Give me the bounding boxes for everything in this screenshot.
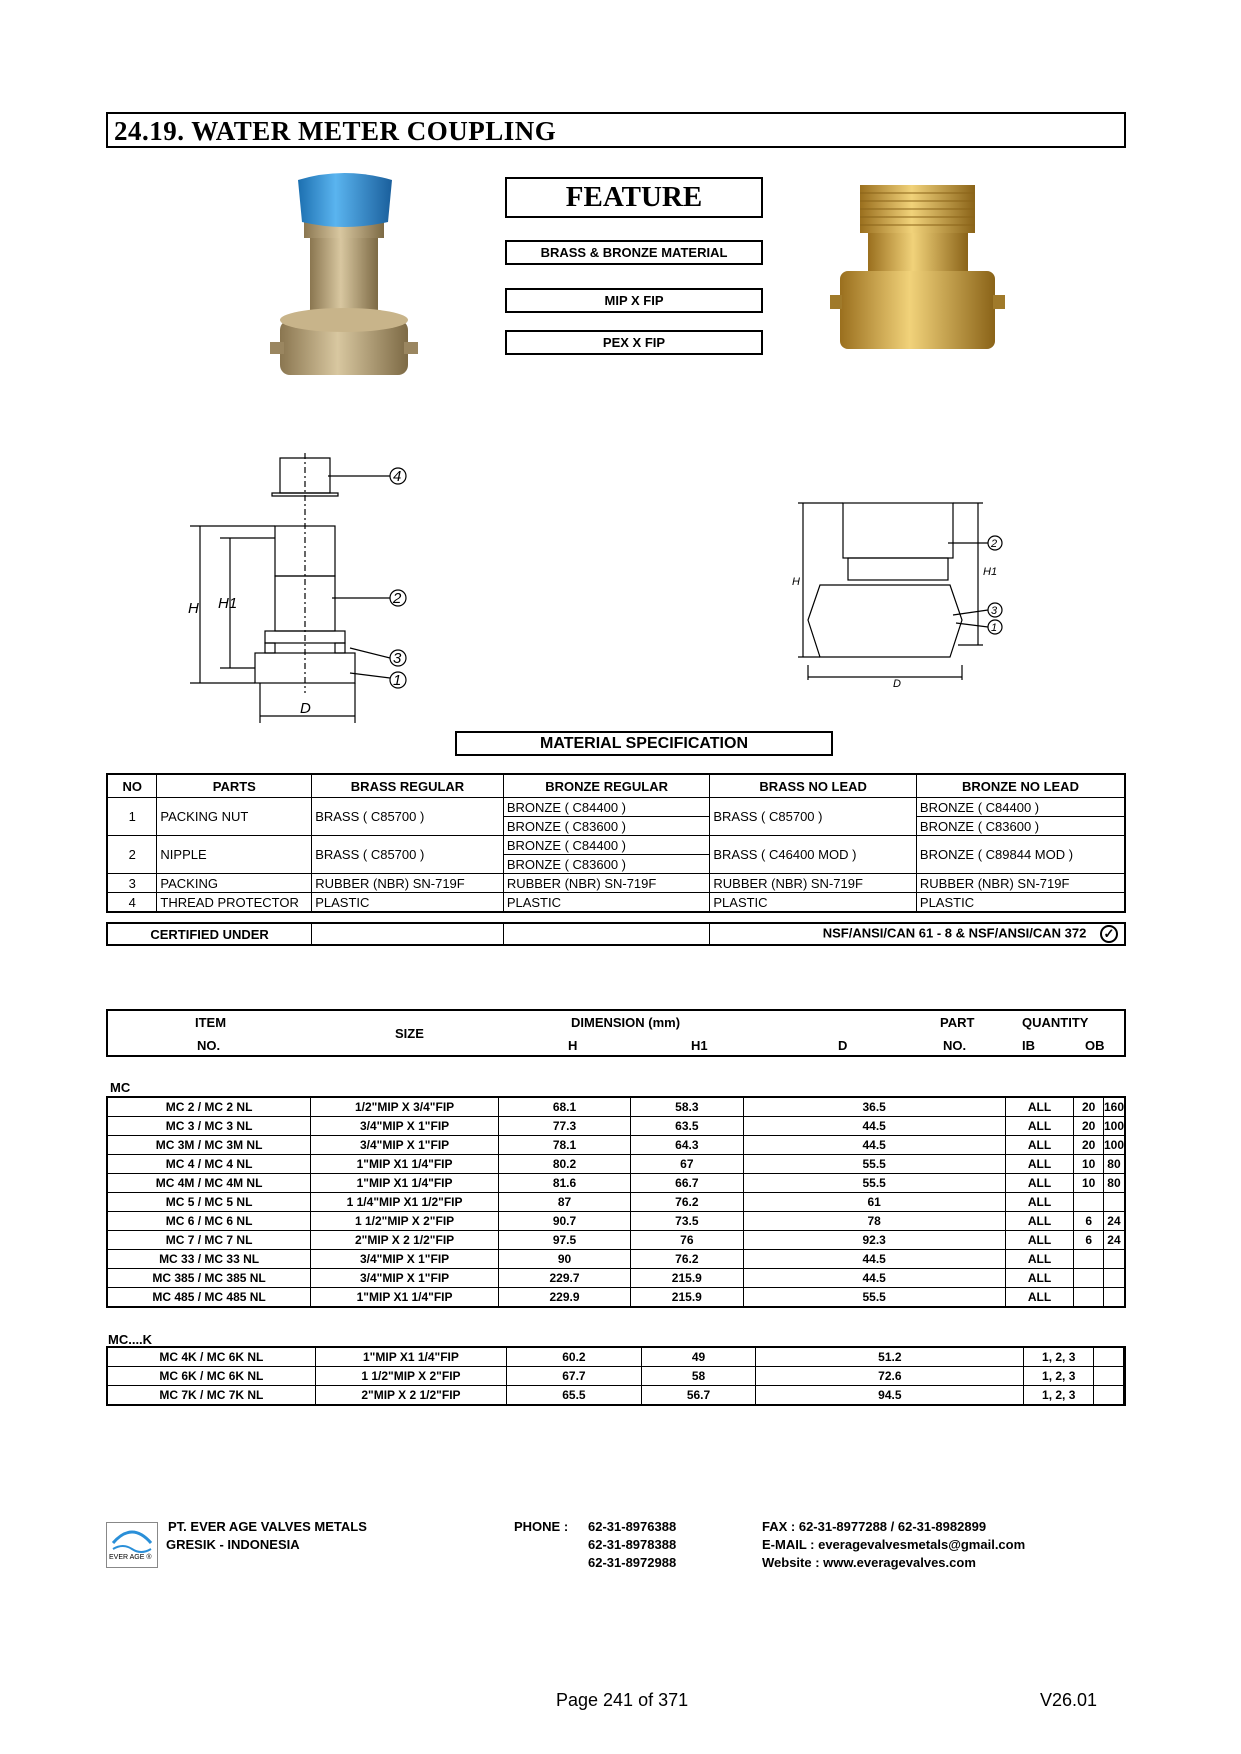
header-ib: IB bbox=[1022, 1038, 1035, 1053]
table-row bbox=[107, 893, 1125, 913]
header-h1: H1 bbox=[691, 1038, 708, 1053]
table-cell bbox=[1103, 1193, 1125, 1212]
callout-1: 1 bbox=[393, 672, 402, 689]
dimension-table-mc bbox=[106, 1096, 1126, 1308]
table-cell: 56.7 bbox=[641, 1386, 756, 1406]
table-cell: 55.5 bbox=[743, 1288, 1005, 1308]
dim-label-h-right: H bbox=[792, 576, 800, 588]
table-cell: BRONZE ( C83600 ) bbox=[503, 855, 710, 874]
header-part-no: NO. bbox=[943, 1038, 967, 1053]
fax: FAX : 62-31-8977288 / 62-31-8982899 bbox=[762, 1519, 987, 1534]
table-cell: 44.5 bbox=[743, 1269, 1005, 1288]
table-cell: ALL bbox=[1005, 1212, 1074, 1231]
table-cell: 1, 2, 3 bbox=[1024, 1386, 1094, 1406]
table-cell bbox=[1074, 1269, 1104, 1288]
table-cell: 3 bbox=[107, 874, 157, 893]
col-header: BRONZE NO LEAD bbox=[916, 774, 1125, 798]
table-cell: 66.7 bbox=[631, 1174, 744, 1193]
callout-3-right: 3 bbox=[991, 605, 998, 617]
logo-text: EVER AGE ® bbox=[109, 1554, 152, 1561]
table-cell: 3/4"MIP X 1"FIP bbox=[311, 1250, 499, 1269]
header-h: H bbox=[568, 1038, 578, 1053]
table-cell: 90.7 bbox=[498, 1212, 630, 1231]
table-cell bbox=[1094, 1386, 1124, 1406]
table-cell: 3/4"MIP X 1"FIP bbox=[311, 1117, 499, 1136]
table-cell: ALL bbox=[1005, 1117, 1074, 1136]
table-cell: MC 5 / MC 5 NL bbox=[107, 1193, 311, 1212]
header-part: PART bbox=[940, 1015, 975, 1030]
dim-label-h1: H1 bbox=[218, 595, 238, 612]
table-cell: 58.3 bbox=[631, 1097, 744, 1117]
table-cell: 2"MIP X 2 1/2"FIP bbox=[311, 1231, 499, 1250]
table-cell: 215.9 bbox=[631, 1288, 744, 1308]
table-cell: 77.3 bbox=[498, 1117, 630, 1136]
table-cell bbox=[1124, 1347, 1126, 1367]
table-cell: 81.6 bbox=[498, 1174, 630, 1193]
table-cell: 65.5 bbox=[507, 1386, 642, 1406]
col-header: BRONZE REGULAR bbox=[503, 774, 710, 798]
table-cell: BRASS ( C85700 ) bbox=[312, 798, 504, 836]
table-cell: 1"MIP X1 1/4"FIP bbox=[311, 1288, 499, 1308]
table-cell: MC 3M / MC 3M NL bbox=[107, 1136, 311, 1155]
wave-logo-icon bbox=[107, 1525, 157, 1555]
table-cell: ALL bbox=[1005, 1155, 1074, 1174]
table-cell: 87 bbox=[498, 1193, 630, 1212]
dim-label-d: D bbox=[300, 700, 311, 717]
table-cell: MC 3 / MC 3 NL bbox=[107, 1117, 311, 1136]
table-cell: RUBBER (NBR) SN-719F bbox=[916, 874, 1125, 893]
table-cell: 44.5 bbox=[743, 1117, 1005, 1136]
table-cell: PLASTIC bbox=[312, 893, 504, 913]
dimension-table-mck bbox=[106, 1346, 1126, 1406]
table-cell: MC 4 / MC 4 NL bbox=[107, 1155, 311, 1174]
material-spec-heading: MATERIAL SPECIFICATION bbox=[455, 731, 833, 756]
table-row bbox=[107, 1386, 1125, 1406]
table-cell: 80.2 bbox=[498, 1155, 630, 1174]
table-cell: MC 4M / MC 4M NL bbox=[107, 1174, 311, 1193]
table-cell: 2 bbox=[107, 836, 157, 874]
table-cell bbox=[1124, 1386, 1126, 1406]
table-cell: 76 bbox=[631, 1231, 744, 1250]
table-cell: NIPPLE bbox=[157, 836, 312, 874]
col-header: NO bbox=[107, 774, 157, 798]
table-cell: 24 bbox=[1103, 1212, 1125, 1231]
table-cell: 60.2 bbox=[507, 1347, 642, 1367]
header-d: D bbox=[838, 1038, 848, 1053]
table-cell bbox=[1094, 1367, 1124, 1386]
table-cell: ALL bbox=[1005, 1097, 1074, 1117]
version: V26.01 bbox=[1040, 1690, 1098, 1710]
table-cell: BRONZE ( C84400 ) bbox=[503, 798, 710, 817]
table-cell: 72.6 bbox=[756, 1367, 1024, 1386]
table-row bbox=[107, 1193, 1125, 1212]
table-cell: 100 bbox=[1103, 1136, 1125, 1155]
product-photo-pex bbox=[270, 170, 420, 395]
table-cell: 73.5 bbox=[631, 1212, 744, 1231]
table-cell: 6 bbox=[1074, 1231, 1104, 1250]
table-cell: 1 1/4"MIP X1 1/2"FIP bbox=[311, 1193, 499, 1212]
header-quantity: QUANTITY bbox=[1022, 1015, 1089, 1030]
table-cell: 24 bbox=[1103, 1231, 1125, 1250]
phone-label: PHONE : bbox=[514, 1519, 569, 1534]
section-title: 24.19. WATER METER COUPLING bbox=[114, 116, 557, 146]
table-cell: ALL bbox=[1005, 1193, 1074, 1212]
table-cell: 78.1 bbox=[498, 1136, 630, 1155]
table-cell: PLASTIC bbox=[503, 893, 710, 913]
table-row bbox=[107, 1174, 1125, 1193]
header-size: SIZE bbox=[395, 1026, 424, 1041]
dim-label-h: H bbox=[188, 600, 199, 617]
company-name: PT. EVER AGE VALVES METALS bbox=[168, 1519, 367, 1534]
table-row bbox=[107, 1117, 1125, 1136]
table-cell: 10 bbox=[1074, 1155, 1104, 1174]
website: Website : www.everagevalves.com bbox=[762, 1555, 976, 1570]
table-cell: 4 bbox=[107, 893, 157, 913]
table-cell: MC 2 / MC 2 NL bbox=[107, 1097, 311, 1117]
table-row bbox=[107, 1136, 1125, 1155]
checkmark-icon: ✓ bbox=[1100, 925, 1118, 943]
table-row bbox=[107, 836, 1125, 855]
table-cell: BRONZE ( C83600 ) bbox=[503, 817, 710, 836]
section-title-box bbox=[106, 112, 1126, 148]
table-cell: 97.5 bbox=[498, 1231, 630, 1250]
table-cell bbox=[1103, 1288, 1125, 1308]
table-cell: RUBBER (NBR) SN-719F bbox=[710, 874, 917, 893]
table-cell: BRASS ( C85700 ) bbox=[312, 836, 504, 874]
company-logo bbox=[106, 1522, 158, 1568]
feature-heading: FEATURE bbox=[505, 177, 763, 218]
table-cell bbox=[312, 923, 504, 945]
certified-cell bbox=[710, 923, 1125, 945]
table-cell bbox=[1103, 1269, 1125, 1288]
table-cell: 64.3 bbox=[631, 1136, 744, 1155]
table-cell: 76.2 bbox=[631, 1193, 744, 1212]
phone-3: 62-31-8972988 bbox=[588, 1555, 677, 1570]
header-item: ITEM bbox=[195, 1015, 227, 1030]
table-cell: ALL bbox=[1005, 1136, 1074, 1155]
table-row bbox=[107, 798, 1125, 817]
table-cell: ALL bbox=[1005, 1174, 1074, 1193]
callout-3: 3 bbox=[393, 650, 402, 667]
table-cell: 160 bbox=[1103, 1097, 1125, 1117]
table-cell: 55.5 bbox=[743, 1174, 1005, 1193]
certification-table bbox=[106, 922, 1126, 946]
col-header: BRASS NO LEAD bbox=[710, 774, 917, 798]
dim-label-d-right: D bbox=[893, 678, 901, 690]
table-cell: PACKING bbox=[157, 874, 312, 893]
table-cell: MC 6 / MC 6 NL bbox=[107, 1212, 311, 1231]
header-no: NO. bbox=[197, 1038, 221, 1053]
table-cell: MC 7 / MC 7 NL bbox=[107, 1231, 311, 1250]
feature-item-pex-fip: PEX X FIP bbox=[505, 330, 763, 355]
table-row bbox=[107, 1212, 1125, 1231]
table-cell: ALL bbox=[1005, 1231, 1074, 1250]
material-spec-table bbox=[106, 773, 1126, 913]
table-cell: 1 bbox=[107, 798, 157, 836]
table-cell: 1"MIP X1 1/4"FIP bbox=[311, 1174, 499, 1193]
table-cell: 20 bbox=[1074, 1117, 1104, 1136]
feature-item-mip-fip: MIP X FIP bbox=[505, 288, 763, 313]
product-photo-mip bbox=[830, 185, 1005, 355]
dim-label-h1-right: H1 bbox=[983, 566, 998, 578]
table-cell: 1 1/2"MIP X 2"FIP bbox=[311, 1212, 499, 1231]
table-cell: 58 bbox=[641, 1367, 756, 1386]
table-cell: 44.5 bbox=[743, 1250, 1005, 1269]
table-row bbox=[107, 1097, 1125, 1117]
technical-drawing-left bbox=[180, 448, 450, 733]
group-label-mc: MC bbox=[110, 1080, 131, 1095]
table-cell: 10 bbox=[1074, 1174, 1104, 1193]
table-cell bbox=[1103, 1250, 1125, 1269]
certified-label: CERTIFIED UNDER bbox=[107, 923, 312, 945]
callout-2: 2 bbox=[393, 590, 402, 607]
table-cell: 90 bbox=[498, 1250, 630, 1269]
table-cell: 67 bbox=[631, 1155, 744, 1174]
page-number: Page 241 of 371 bbox=[556, 1690, 689, 1710]
table-cell: 6 bbox=[1074, 1212, 1104, 1231]
table-cell: ALL bbox=[1005, 1269, 1074, 1288]
table-row bbox=[107, 1231, 1125, 1250]
table-cell: PLASTIC bbox=[916, 893, 1125, 913]
table-cell: 229.9 bbox=[498, 1288, 630, 1308]
table-cell: 49 bbox=[641, 1347, 756, 1367]
table-cell: ALL bbox=[1005, 1288, 1074, 1308]
table-cell bbox=[1094, 1347, 1124, 1367]
table-cell: 55.5 bbox=[743, 1155, 1005, 1174]
header-dimension: DIMENSION (mm) bbox=[571, 1015, 681, 1030]
table-cell bbox=[503, 923, 710, 945]
company-location: GRESIK - INDONESIA bbox=[166, 1537, 300, 1552]
table-cell: MC 4K / MC 6K NL bbox=[107, 1347, 315, 1367]
table-row bbox=[107, 1367, 1125, 1386]
table-cell bbox=[1124, 1367, 1126, 1386]
table-cell: 44.5 bbox=[743, 1136, 1005, 1155]
table-header-row bbox=[107, 774, 1125, 798]
table-row bbox=[107, 1250, 1125, 1269]
table-cell: 1, 2, 3 bbox=[1024, 1347, 1094, 1367]
table-cell: 1"MIP X1 1/4"FIP bbox=[315, 1347, 506, 1367]
table-cell: 20 bbox=[1074, 1136, 1104, 1155]
table-cell: PACKING NUT bbox=[157, 798, 312, 836]
table-cell: MC 6K / MC 6K NL bbox=[107, 1367, 315, 1386]
dimension-table-header bbox=[106, 1009, 1126, 1057]
table-cell: 20 bbox=[1074, 1097, 1104, 1117]
table-cell: 1/2"MIP X 3/4"FIP bbox=[311, 1097, 499, 1117]
table-cell: 51.2 bbox=[756, 1347, 1024, 1367]
table-cell: ALL bbox=[1005, 1250, 1074, 1269]
table-cell: RUBBER (NBR) SN-719F bbox=[503, 874, 710, 893]
feature-item-material: BRASS & BRONZE MATERIAL bbox=[505, 240, 763, 265]
table-cell: BRONZE ( C84400 ) bbox=[916, 798, 1125, 817]
table-row bbox=[107, 1288, 1125, 1308]
table-cell: 92.3 bbox=[743, 1231, 1005, 1250]
table-cell: RUBBER (NBR) SN-719F bbox=[312, 874, 504, 893]
table-cell: 2"MIP X 2 1/2"FIP bbox=[315, 1386, 506, 1406]
table-cell bbox=[1074, 1250, 1104, 1269]
table-cell: 1"MIP X1 1/4"FIP bbox=[311, 1155, 499, 1174]
table-cell: MC 7K / MC 7K NL bbox=[107, 1386, 315, 1406]
table-row bbox=[107, 1347, 1125, 1367]
table-cell: 61 bbox=[743, 1193, 1005, 1212]
col-header: BRASS REGULAR bbox=[312, 774, 504, 798]
table-cell: 68.1 bbox=[498, 1097, 630, 1117]
phone-1: 62-31-8976388 bbox=[588, 1519, 677, 1534]
table-cell: 229.7 bbox=[498, 1269, 630, 1288]
table-cell: MC 385 / MC 385 NL bbox=[107, 1269, 311, 1288]
table-cell: THREAD PROTECTOR bbox=[157, 893, 312, 913]
table-row bbox=[107, 874, 1125, 893]
table-cell: 80 bbox=[1103, 1174, 1125, 1193]
table-row bbox=[107, 923, 1125, 945]
table-cell: 78 bbox=[743, 1212, 1005, 1231]
table-cell bbox=[1074, 1288, 1104, 1308]
group-label-mck: MC....K bbox=[108, 1332, 153, 1347]
table-cell: 76.2 bbox=[631, 1250, 744, 1269]
col-header: PARTS bbox=[157, 774, 312, 798]
table-cell: 1, 2, 3 bbox=[1024, 1367, 1094, 1386]
table-cell: BRONZE ( C84400 ) bbox=[503, 836, 710, 855]
table-cell: MC 33 / MC 33 NL bbox=[107, 1250, 311, 1269]
table-cell: 1 1/2"MIP X 2"FIP bbox=[315, 1367, 506, 1386]
table-cell: 63.5 bbox=[631, 1117, 744, 1136]
table-cell bbox=[1074, 1193, 1104, 1212]
table-cell: BRASS ( C46400 MOD ) bbox=[710, 836, 917, 874]
technical-drawing-right bbox=[778, 495, 1038, 690]
table-cell: BRASS ( C85700 ) bbox=[710, 798, 917, 836]
callout-1-right: 1 bbox=[991, 622, 998, 634]
table-cell: BRONZE ( C89844 MOD ) bbox=[916, 836, 1125, 874]
table-cell: 100 bbox=[1103, 1117, 1125, 1136]
table-row bbox=[107, 1155, 1125, 1174]
table-cell: 80 bbox=[1103, 1155, 1125, 1174]
callout-2-right: 2 bbox=[991, 538, 998, 550]
table-cell: 36.5 bbox=[743, 1097, 1005, 1117]
table-cell: 3/4"MIP X 1"FIP bbox=[311, 1136, 499, 1155]
table-cell: BRONZE ( C83600 ) bbox=[916, 817, 1125, 836]
phone-2: 62-31-8978388 bbox=[588, 1537, 677, 1552]
callout-4: 4 bbox=[393, 468, 402, 485]
table-cell: 94.5 bbox=[756, 1386, 1024, 1406]
table-cell: 67.7 bbox=[507, 1367, 642, 1386]
table-cell: 3/4"MIP X 1"FIP bbox=[311, 1269, 499, 1288]
header-ob: OB bbox=[1085, 1038, 1105, 1053]
email: E-MAIL : everagevalvesmetals@gmail.com bbox=[762, 1537, 1026, 1552]
table-cell: PLASTIC bbox=[710, 893, 917, 913]
table-cell: MC 485 / MC 485 NL bbox=[107, 1288, 311, 1308]
table-row bbox=[107, 1269, 1125, 1288]
certified-value: NSF/ANSI/CAN 61 - 8 & NSF/ANSI/CAN 372 bbox=[822, 925, 1087, 941]
table-cell: 215.9 bbox=[631, 1269, 744, 1288]
